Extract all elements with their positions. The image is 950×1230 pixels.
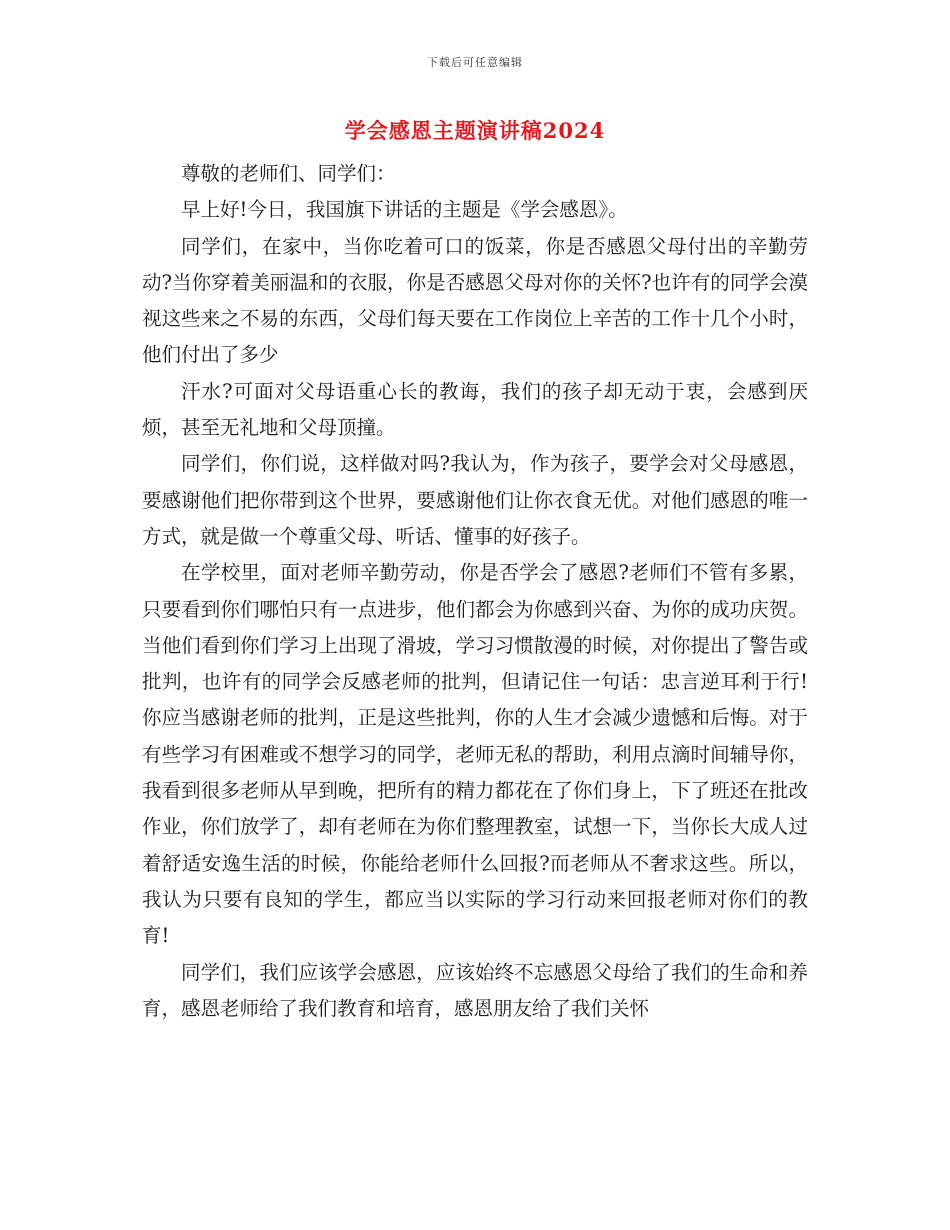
- document-title: 学会感恩主题演讲稿2024: [344, 118, 606, 143]
- document-body: [142, 156, 808, 1027]
- paragraph-greeting: 尊敬的老师们、同学们：: [181, 162, 396, 185]
- header-note: 下载后可任意编辑: [427, 56, 523, 69]
- paragraph: 同学们，我们应该学会感恩，应该始终不忘感恩父母给了我们的生命和养育，感恩老师给了我们教育和培育，感恩朋友给了我们关怀: [142, 960, 808, 1020]
- paragraph: 同学们，在家中，当你吃着可口的饭菜，你是否感恩父母付出的辛勤劳动?当你穿着美丽温和的衣服，你是否感恩父母对你的关怀?也许有的同学会漠视这些来之不易的东西，父母们每天要在工作岗位上辛苦的工作十几个小时，他们付出了多少: [142, 234, 808, 367]
- paragraph: 在学校里，面对老师辛勤劳动，你是否学会了感恩?老师们不管有多累，只要看到你们哪怕只有一点进步，他们都会为你感到兴奋、为你的成功庆贺。当他们看到你们学习上出现了滑坡，学习习惯散漫的时候，对你提出了警告或批判，也许有的同学会反感老师的批判，但请记住一句话：忠言逆耳利于行!你应当感谢老师的批判，正是这些批判，你的人生才会减少遗憾和后悔。对于有些学习有困难或不想学习的同学，老师无私的帮助，利用点滴时间辅导你，我看到很多老师从早到晚，把所有的精力都花在了你们身上，下了班还在批改作业，你们放学了，却有老师在为你们整理教室，试想一下，当你长大成人过着舒适安逸生活的时候，你能给老师什么回报?而老师从不奢求这些。所以，我认为只要有良知的学生，都应当以实际的学习行动来回报老师对你们的教育!: [142, 561, 808, 948]
- paragraph: 汗水?可面对父母语重心长的教诲，我们的孩子却无动于衷，会感到厌烦，甚至无礼地和父母顶撞。: [142, 379, 808, 440]
- paragraph: 同学们，你们说，这样做对吗?我认为，作为孩子，要学会对父母感恩，要感谢他们把你带到这个世界，要感谢他们让你衣食无优。对他们感恩的唯一方式，就是做一个尊重父母、听话、懂事的好孩子。: [142, 452, 808, 548]
- paragraph: 早上好!今日，我国旗下讲话的主题是《学会感恩》。: [181, 198, 628, 222]
